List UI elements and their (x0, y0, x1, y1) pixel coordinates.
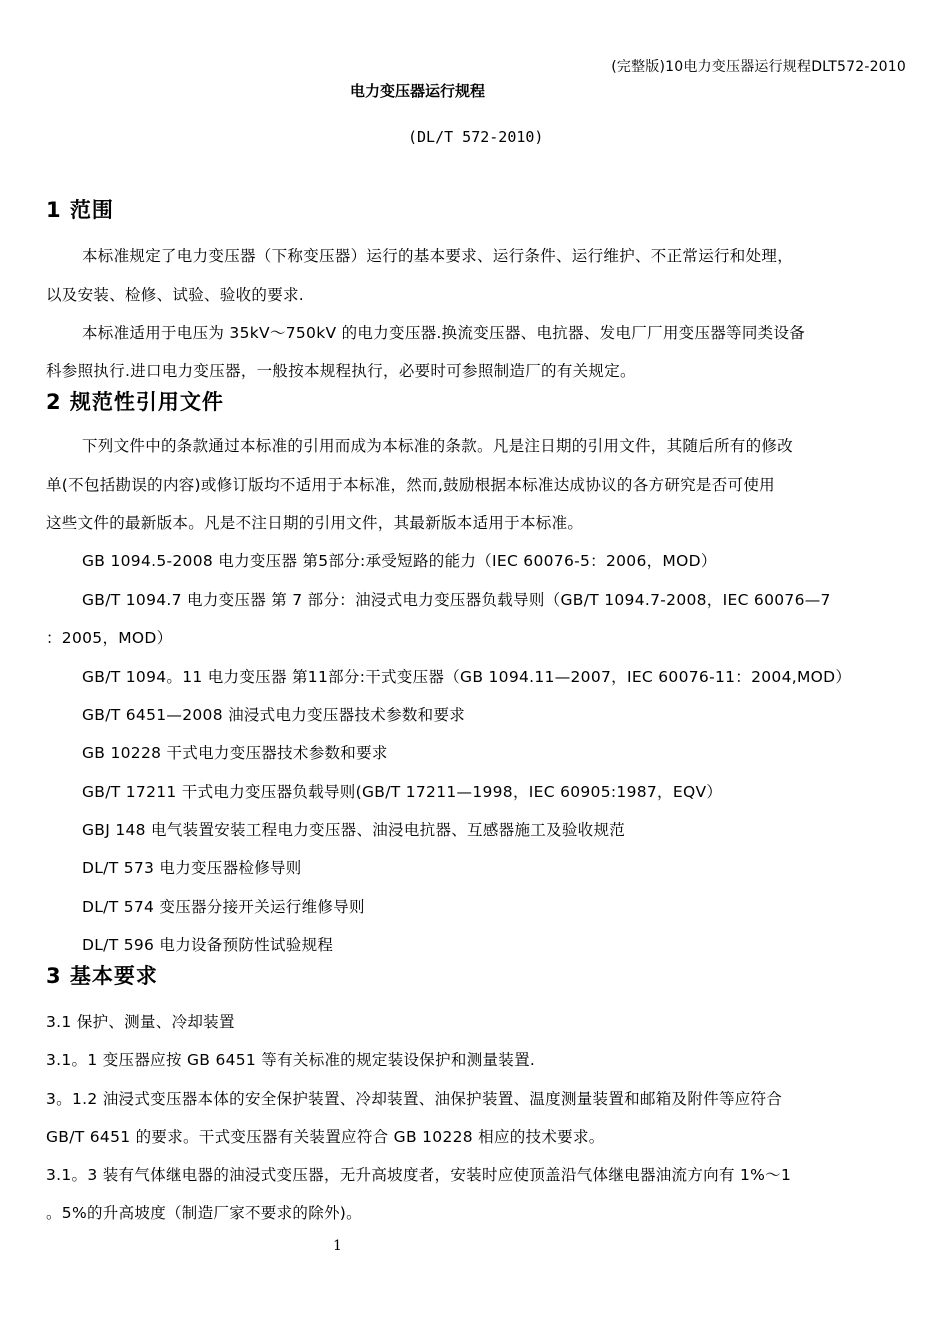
section-3-line: 3.1。1 变压器应按 GB 6451 等有关标准的规定装设保护和测量装置. (46, 1051, 536, 1069)
section-1-line: 本标准适用于电压为 35kV～750kV 的电力变压器.换流变压器、电抗器、发电厂厂用变压器等同类设备 (82, 324, 806, 342)
reference-item: DL/T 573 电力变压器检修导则 (82, 859, 302, 877)
section-1-heading: 1 范围 (46, 198, 114, 222)
section-2-line: 单(不包括勘误的内容)或修订版均不适用于本标准，然而,鼓励根据本标准达成协议的各方研究是否可使用 (46, 476, 775, 494)
section-1-line: 科参照执行.进口电力变压器，一般按本规程执行，必要时可参照制造厂的有关规定。 (46, 362, 636, 380)
reference-item: GB/T 6451—2008 油浸式电力变压器技术参数和要求 (82, 706, 466, 724)
section-2-line: 这些文件的最新版本。凡是不注日期的引用文件，其最新版本适用于本标准。 (46, 514, 584, 532)
reference-item: GB/T 1094.7 电力变压器 第 7 部分：油浸式电力变压器负载导则（GB/T 1094.7-2008，IEC 60076—7 (82, 591, 831, 609)
reference-item: GB 10228 干式电力变压器技术参数和要求 (82, 744, 388, 762)
reference-item: ：2005，MOD） (46, 629, 173, 647)
document-code: (DL/T 572-2010) (408, 128, 544, 146)
reference-item: GB 1094.5-2008 电力变压器 第5部分:承受短路的能力（IEC 60076-5：2006，MOD） (82, 552, 717, 570)
reference-item: DL/T 596 电力设备预防性试验规程 (82, 936, 334, 954)
section-1-line: 以及安装、检修、试验、验收的要求. (46, 286, 305, 304)
reference-item: DL/T 574 变压器分接开关运行维修导则 (82, 898, 365, 916)
section-2-line: 下列文件中的条款通过本标准的引用而成为本标准的条款。凡是注日期的引用文件，其随后所有的修改 (82, 437, 794, 455)
section-1-line: 本标准规定了电力变压器（下称变压器）运行的基本要求、运行条件、运行维护、不正常运行和处理， (82, 247, 794, 265)
section-3-line: 3。1.2 油浸式变压器本体的安全保护装置、冷却装置、油保护装置、温度测量装置和邮箱及附件等应符合 (46, 1090, 783, 1108)
reference-item: GB/T 17211 干式电力变压器负载导则(GB/T 17211—1998，IEC 60905:1987，EQV） (82, 783, 723, 801)
section-3-line: 。5%的升高坡度（制造厂家不要求的除外)。 (46, 1204, 362, 1222)
section-3-line: 3.1 保护、测量、冷却装置 (46, 1013, 235, 1031)
page-number: 1 (333, 1238, 342, 1254)
reference-item: GBJ 148 电气装置安装工程电力变压器、油浸电抗器、互感器施工及验收规范 (82, 821, 626, 839)
section-3-line: 3.1。3 装有气体继电器的油浸式变压器，无升高坡度者，安装时应使顶盖沿气体继电器油流方向有 1%～1 (46, 1166, 792, 1184)
section-3-heading: 3 基本要求 (46, 964, 158, 988)
document-title: 电力变压器运行规程 (350, 82, 486, 100)
running-header: (完整版)10电力变压器运行规程DLT572-2010 (611, 59, 906, 75)
section-2-heading: 2 规范性引用文件 (46, 390, 224, 414)
section-3-line: GB/T 6451 的要求。干式变压器有关装置应符合 GB 10228 相应的技术要求。 (46, 1128, 605, 1146)
reference-item: GB/T 1094。11 电力变压器 第11部分:干式变压器（GB 1094.11—2007，IEC 60076-11：2004,MOD） (82, 668, 852, 686)
